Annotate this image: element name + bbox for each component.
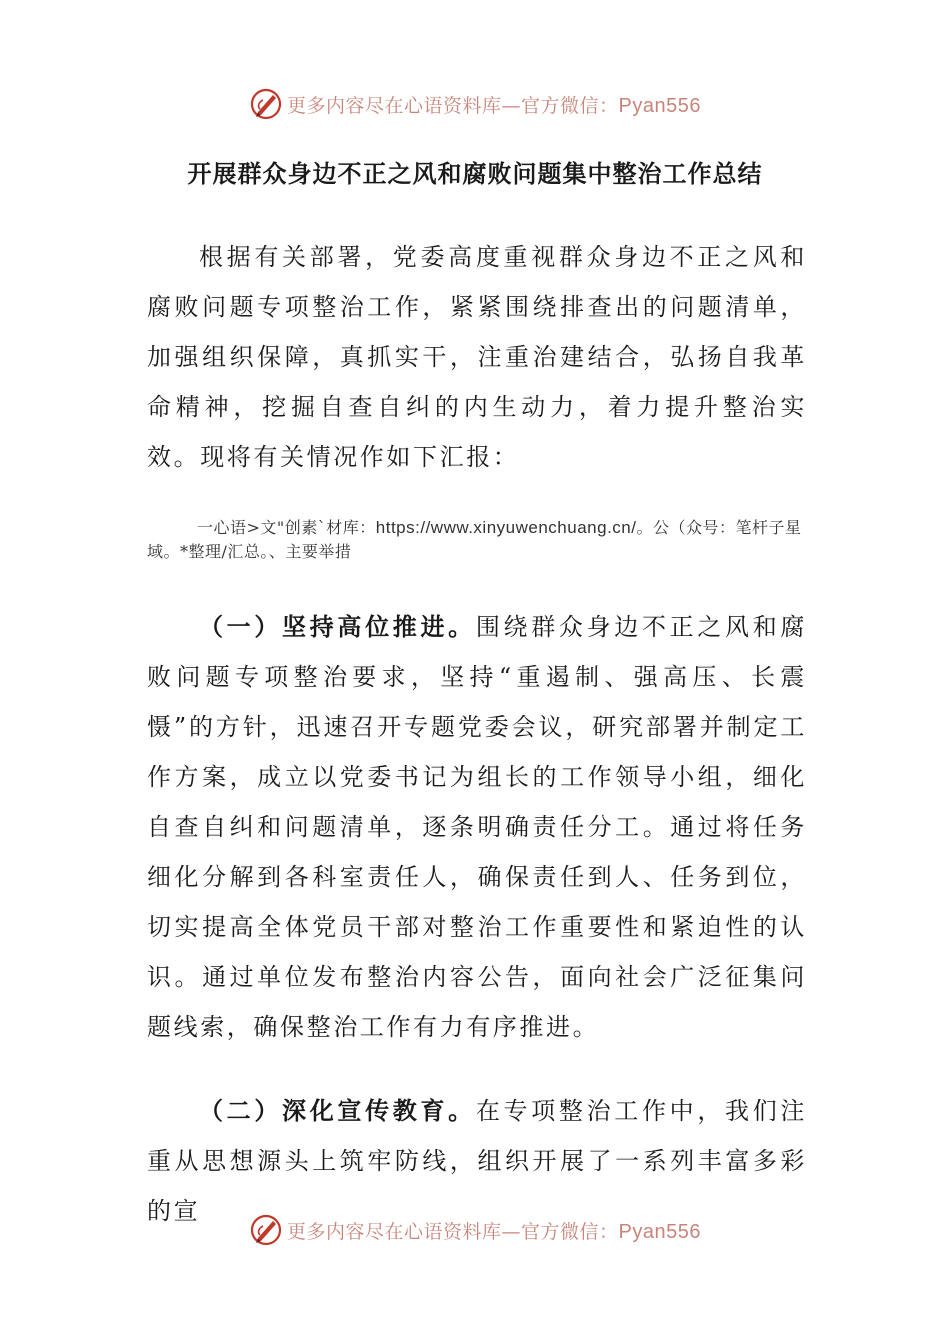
note-prefix: 一心语>文"创素`材库： xyxy=(197,518,376,537)
banner-dash: — xyxy=(501,94,522,117)
note-suffix: 。公（众号：笔杆子星域。*整理/汇总。、主要举措 xyxy=(147,518,802,561)
section-heading: （一）坚持高位推进。 xyxy=(199,613,476,641)
section-body: 在专项整治工作中，我们注重从思想源头上筑牢防线，组织开展了一系列丰富多彩的宣 xyxy=(147,1097,807,1225)
section-heading: （二）深化宣传教育。 xyxy=(199,1097,476,1125)
banner-wechat-id: Pyan556 xyxy=(618,1220,701,1243)
section-paragraph xyxy=(147,602,807,1052)
pen-logo-icon xyxy=(249,87,283,121)
footer-banner xyxy=(0,1208,950,1252)
banner-wechat-id: Pyan556 xyxy=(618,94,701,117)
section-body: 围绕群众身边不正之风和腐败问题专项整治要求，坚持“重遏制、强高压、长震慑”的方针，迅速召开专题党委会议，研究部署并制定工作方案，成立以党委书记为组长的工作领导小组，细化自查自纠和问题清单，逐条明确责任分工。通过将任务细化分解到各科室责任人，确保责任到人、任务到位，切实提高全体党员干部对整治工作重要性和紧迫性的认识。通过单位发布整治内容公告，面向社会广泛征集问题线索，确保整治工作有力有序推进。 xyxy=(147,613,807,1041)
banner-text xyxy=(287,91,701,118)
pen-logo-icon xyxy=(249,1213,283,1247)
banner-label: 官方微信： xyxy=(521,1220,619,1243)
note-url: https://www.xinyuwenchuang.cn/ xyxy=(375,518,637,537)
banner-label: 官方微信： xyxy=(521,94,619,117)
banner-dash: — xyxy=(501,1220,522,1243)
banner-site: 更多内容尽在心语资料库 xyxy=(287,94,502,117)
banner-site: 更多内容尽在心语资料库 xyxy=(287,1220,502,1243)
header-banner xyxy=(0,82,950,126)
source-note xyxy=(147,516,807,564)
intro-paragraph: 根据有关部署，党委高度重视群众身边不正之风和腐败问题专项整治工作，紧紧围绕排查出的问题清单，加强组织保障，真抓实干，注重治建结合，弘扬自我革命精神，挖掘自查自纠的内生动力，着力提升整治实效。现将有关情况作如下汇报： xyxy=(147,243,807,471)
document-title: 开展群众身边不正之风和腐败问题集中整治工作总结 xyxy=(187,160,763,188)
banner-text xyxy=(287,1217,701,1244)
